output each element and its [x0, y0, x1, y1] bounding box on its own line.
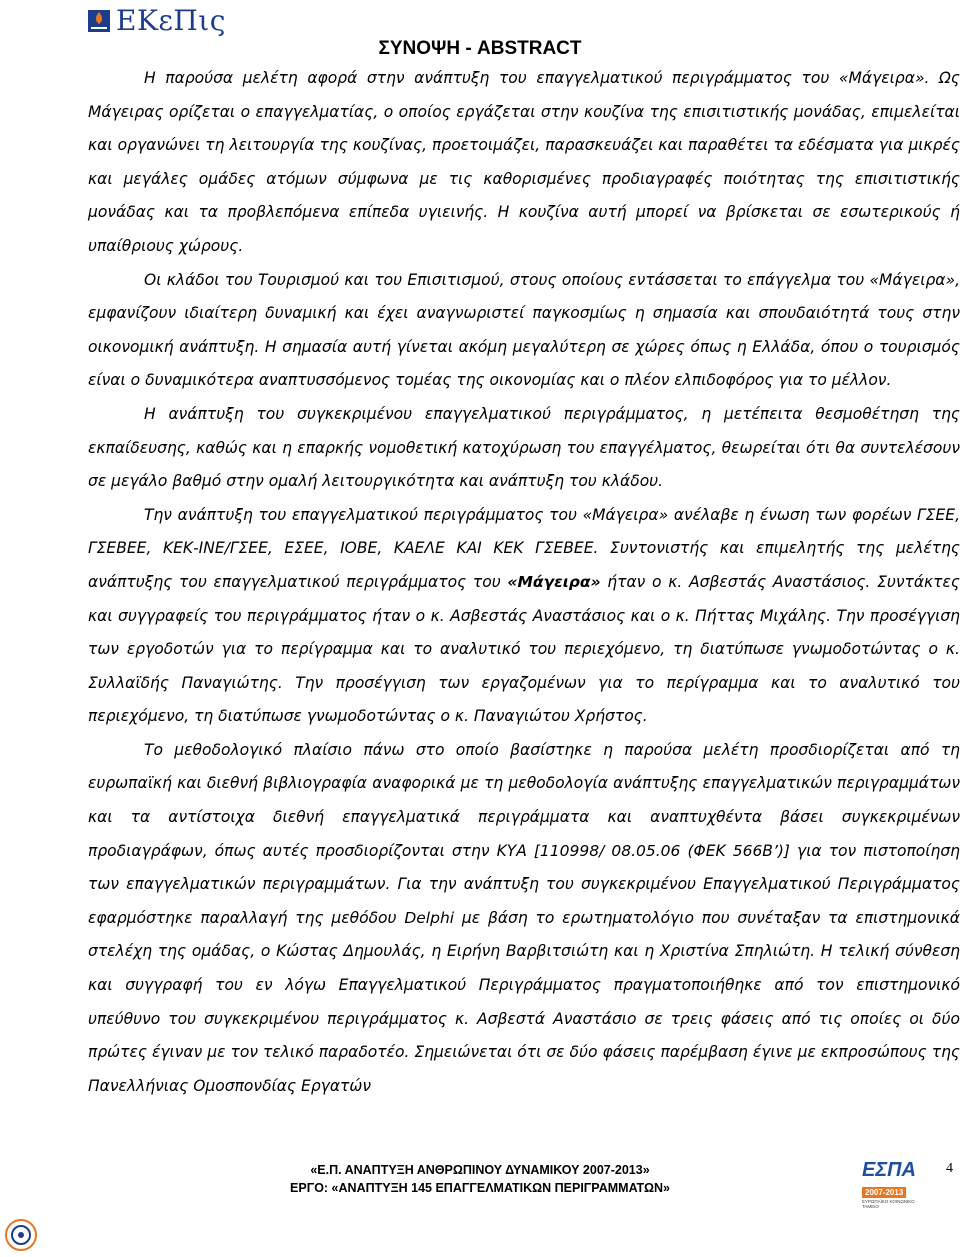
document-body — [88, 62, 960, 1103]
paragraph-text: Το μεθοδολογικό πλαίσιο πάνω στο οποίο βασίστηκε η παρούσα μελέτη προσδιορίζεται από τη ευρωπαϊκή και διεθνή βιβλιογραφία αναφορικά με τη μεθοδολογία ανάπτυξης επαγγελματικών περιγραμμάτων και τα αντίστοιχα διεθνή επαγγελματικά περιγράμματα και αναπτυχθέντα βάσει συγκεκριμένων προδιαγράφων, όπως αυτές προσδιορίζονται στην ΚΥΑ [110998/ 08.05.06 (ΦΕΚ 566Β’)] για τον πιστοποίηση των επαγγελματικών περιγραμμάτων. Για την ανάπτυξη του συγκεκριμένου Επαγγελματικού Περιγράμματος εφαρμόστηκε παραλλαγή της μεθόδου Delphi με βάση το ερωτηματολόγιο που συνέταξαν τα επιστημονικά στελέχη της ομάδας, ο Κώστας Δημουλάς, η Ειρήνη Βαρβιτσιώτη και η Χριστίνα Σπηλιώτη. — [88, 740, 960, 961]
paragraph-2 — [88, 264, 960, 398]
espa-subtitle: ΕΥΡΩΠΑΪΚΟ ΚΟΙΝΩΝΙΚΟ ΤΑΜΕΙΟ — [862, 1199, 915, 1209]
page-footer — [0, 1161, 960, 1197]
flame-logo-icon — [86, 6, 112, 36]
emblem-icon — [4, 1218, 38, 1252]
paragraph-text: Η τελική σύνθεση και συγγραφή του εν λόγω Επαγγελματικού Περιγράμματος πραγματοποιήθηκε από τον επιστημονικό υπεύθυνο του συγκεκριμένου περιγράμματος κ. Ασβεστά Αναστάσιο σε τρεις φάσεις από τις οποίες οι δύο πρώτες έγιναν με τον τελικό παραδοτέο. Σημειώνεται ότι σε δύο φάσεις παρέμβαση έγινε με εκπροσώπους της Πανελλήνιας Ομοσπονδίας Εργατών — [88, 942, 960, 1095]
paragraph-text: Την ανάπτυξη του επαγγελματικού περιγράμματος του «Μάγειρα» ανέλαβε η ένωση των φορέων ΓΣΕΕ, ΓΣΕΒΕΕ, ΚΕΚ-ΙΝΕ/ΓΣΕΕ, ΕΣΕΕ, ΙΟΒΕ, ΚΑΕΛΕ ΚΑΙ ΚΕΚ ΓΣΕΒΕΕ. Συντονιστής και επιμελητής της μελέτης ανάπτυξης του επαγγελματικού περιγράμματος του — [88, 505, 960, 591]
paragraph-text: Η παρούσα μελέτη αφορά στην ανάπτυξη του επαγγελματικού περιγράμματος του «Μάγειρα». Ως Μάγειρας ορίζεται ο επαγγελματίας, ο οποίος εργάζεται στην κουζίνα της επισιτιστικής μονάδας, επιμελείται και οργανώνει τη λειτουργία της κουζίνας, προετοιμάζει, παρασκευάζει και παραθέτει τα εδέσματα για μικρές και μεγάλες ομάδες ατόμων σύμφωνα με τις καθορισμένες προδιαγραφές ποιότητας της επισιτιστικής μονάδας και τα προβλεπόμενα επίπεδα υγιεινής. — [88, 69, 960, 222]
page-number: 4 — [946, 1161, 953, 1176]
paragraph-text: Η σημασία αυτή γίνεται ακόμη μεγαλύτερη σε χώρες όπως η Ελλάδα, όπου ο τουρισμός είναι ο δυναμικότερα αναπτυσσόμενος τομέας της οικονομίας και ο πλέον ελπιδοφόρος για το μέλλον. — [88, 337, 960, 390]
paragraph-text: Η ανάπτυξη του συγκεκριμένου επαγγελματικού περιγράμματος, η μετέπειτα θεσμοθέτηση της εκπαίδευσης, καθώς και η επαρκής νομοθετική κατοχύρωση του επαγγέλματος, θεωρείται ότι θα συντελέσουν σε μεγάλο βαθμό στην ομαλή λειτουργικότητα και ανάπτυξη του κλάδου. — [88, 404, 960, 491]
paragraph-text: Οι κλάδοι του Τουρισμού και του Επισιτισμού, στους οποίους εντάσσεται το επάγγελμα του «Μάγειρα», εμφανίζουν ιδιαίτερη δυναμική και έχει αναγνωριστεί παγκοσμίως η σημασία και σπουδαιότητά τους στην οικονομική ανάπτυξη. — [88, 270, 960, 356]
footer-line-1: «Ε.Π. ΑΝΑΠΤΥΞΗ ΑΝΘΡΩΠΙΝΟΥ ΔΥΝΑΜΙΚΟΥ 2007-2013» — [310, 1163, 650, 1177]
paragraph-text: ήταν ο κ. Ασβεστάς Αναστάσιος. Συντάκτες και συγγραφείς του περιγράμματος ήταν ο κ. Ασβεστάς Αναστάσιος και ο κ. Πήττας Μιχάλης. Την προσέγγιση των εργοδοτών για το περίγραμμα και το αναλυτικό του περιεχόμενο, τη διατύπωσε γνωμοδοτώντας ο κ. Συλλαϊδής Παναγιώτης. Την προσέγγιση των εργαζομένων για το περίγραμμα και το αναλυτικό του περιεχόμενο, τη διατύπωσε γνωμοδοτώντας ο κ. Παναγιώτου Χρήστος. — [88, 572, 960, 726]
ekepis-logo — [86, 4, 226, 37]
page-title: ΣΥΝΟΨΗ - ABSTRACT — [378, 38, 582, 59]
paragraph-5 — [88, 734, 960, 1104]
espa-word: ΕΣΠΑ — [862, 1159, 916, 1181]
espa-logo — [862, 1160, 930, 1209]
paragraph-1 — [88, 62, 960, 264]
footer-line-2: ΕΡΓΟ: «ΑΝΑΠΤΥΞΗ 145 ΕΠΑΓΓΕΛΜΑΤΙΚΩΝ ΠΕΡΙΓΡΑΜΜΑΤΩΝ» — [290, 1181, 670, 1195]
bold-text: «Μάγειρα» — [507, 572, 601, 591]
paragraph-3 — [88, 398, 960, 499]
logo-text: ΕΚεΠις — [116, 4, 226, 37]
paragraph-text: Η κουζίνα αυτή μπορεί να βρίσκεται σε εσωτερικούς ή υπαίθριους χώρους. — [88, 203, 960, 255]
espa-years: 2007-2013 — [862, 1187, 906, 1198]
paragraph-4 — [88, 499, 960, 734]
